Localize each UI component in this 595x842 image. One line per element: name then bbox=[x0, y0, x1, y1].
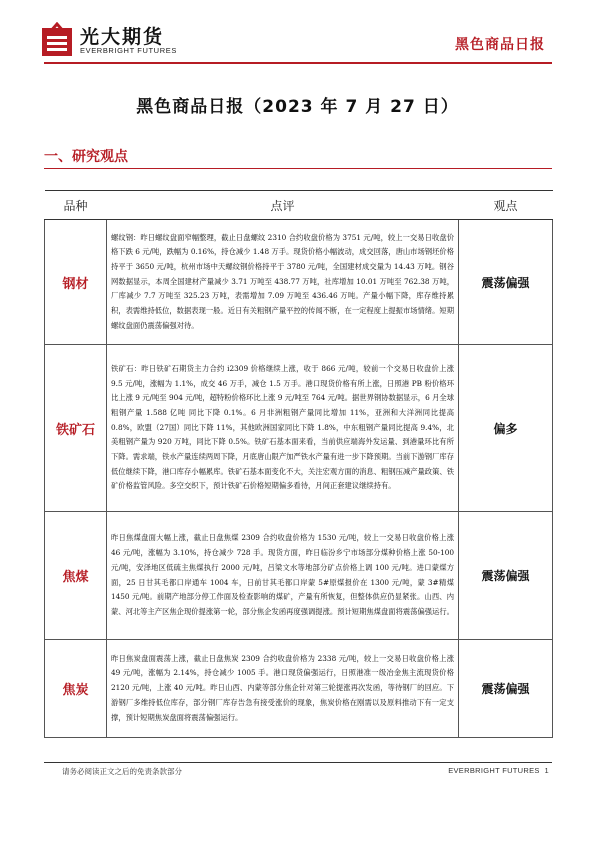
column-header-category: 品种 bbox=[45, 191, 107, 220]
header-divider bbox=[44, 62, 552, 64]
company-name-en: EVERBRIGHT FUTURES bbox=[80, 46, 177, 55]
comment-cell: 铁矿石：昨日铁矿石期货主力合约 i2309 价格继续上涨，收于 866 元/吨，较前一个交易日收盘价上涨 9.5 元/吨，涨幅为 1.1%，成交 46 万手，减仓 1.5 万手。港口现货价格有所上涨，日照港 PB 粉价格环比上涨 9 元/吨至 904 元/吨，超特粉价格环比上涨 9 元/吨至 764 元/吨。据世界钢协数据显示，6 月全球粗钢产量 1.588 亿吨 同比下降 0.1%。6 月非洲粗钢产量同比增加 11%，亚洲和大洋洲同比提高 0.8%，欧盟（27国）同比下降 11%，其他欧洲国家同比下降 1.8%，中东粗钢产量同比提高 9.4%，北美粗钢产量为 920 万吨，同比下降 0.5%。铁矿石基本面来看，当前供应端海外发运量、到港量环比有所下降。需求端，铁水产量连续两周下降，月底唐山限产加严铁水产量有进一步下降预期。当前下游钢厂库存低位继续下降，港口库存小幅累库。铁矿石基本面变化不大，关注宏观方面的消息、粗钢压减产量政策、铁矿价格监管风险。多空交织下，预计铁矿石价格短期偏多看待，月间正套建议继续持有。 bbox=[107, 345, 459, 512]
table-row bbox=[45, 220, 553, 345]
view-cell: 偏多 bbox=[459, 345, 553, 512]
page-title: 黑色商品日报（2023 年 7 月 27 日） bbox=[136, 97, 459, 117]
footer-brand bbox=[448, 766, 549, 775]
footer-brand-name: EVERBRIGHT FUTURES bbox=[448, 766, 540, 775]
category-cell: 焦炭 bbox=[45, 640, 107, 738]
view-cell: 震荡偏强 bbox=[459, 512, 553, 640]
page-number: 1 bbox=[544, 766, 549, 775]
comment-cell: 昨日焦煤盘面大幅上涨，截止日盘焦煤 2309 合约收盘价格为 1530 元/吨，较上一交易日收盘价格上涨 46 元/吨，涨幅为 3.10%，持仓减少 728 手。现货方面，昨日临汾乡宁市场部分煤种价格上涨 50-100 元/吨，安泽地区低硫主焦煤执行 2000 元/吨，吕梁文水等地部分矿点价格上调 100 元/吨。进口蒙煤方面，25 日甘其毛都口岸通车 1004 车，日前甘其毛都口岸蒙 5#原煤报价在 1300 元/吨，蒙 3#精煤 1450 元/吨。前期产地部分停工作面及检查影响的煤矿，产量有所恢复，但整体供应仍显紧张。山西、内蒙、河北等主产区焦企现价提涨第一轮，部分焦企发函再度强调提涨。预计短期焦煤盘面将震荡偏强运行。 bbox=[107, 512, 459, 640]
report-type: 黑色商品日报 bbox=[455, 37, 545, 53]
column-header-view: 观点 bbox=[459, 191, 553, 220]
section-divider bbox=[44, 168, 552, 169]
company-name-cn: 光大期货 bbox=[80, 26, 165, 48]
footer-divider bbox=[44, 762, 552, 763]
table-row bbox=[45, 512, 553, 640]
table-row bbox=[45, 640, 553, 738]
research-table bbox=[44, 190, 553, 738]
comment-cell: 螺纹钢：昨日螺纹盘面窄幅整理，截止日盘螺纹 2310 合约收盘价格为 3751 元/吨，较上一交易日收盘价格下跌 6 元/吨，跌幅为 0.16%，持仓减少 1.48 万手。现货价格小幅波动，成交回落，唐山市场钢坯价格持平于 3650 元/吨，杭州市场中天螺纹钢价格持平于 3780 元/吨，全国建材成交量为 14.43 万吨。钢谷网数据显示，本周全国建材产量减少 3.71 万吨至 438.77 万吨，社库增加 10.01 万吨至 762.38 万吨，厂库减少 7.7 万吨至 325.23 万吨，表需增加 7.09 万吨至 436.46 万吨。产量小幅下降，库存维持累积，表需维持低位，数据表现一般。近日有关粗钢产量平控的传闻不断，在一定程度上提振市场情绪。短期螺纹盘面仍震荡偏强对待。 bbox=[107, 220, 459, 345]
category-cell: 焦煤 bbox=[45, 512, 107, 640]
everbright-logo-icon bbox=[42, 22, 72, 56]
table-header-row bbox=[45, 191, 553, 220]
category-cell: 钢材 bbox=[45, 220, 107, 345]
page-header bbox=[0, 0, 595, 80]
section-heading: 一、研究观点 bbox=[44, 149, 128, 165]
column-header-comment: 点评 bbox=[107, 191, 459, 220]
category-cell: 铁矿石 bbox=[45, 345, 107, 512]
view-cell: 震荡偏强 bbox=[459, 640, 553, 738]
comment-cell: 昨日焦炭盘面震荡上涨，截止日盘焦炭 2309 合约收盘价格为 2338 元/吨，较上一交易日收盘价格上涨 49 元/吨，涨幅为 2.14%，持仓减少 1005 手。港口现货偏强运行，日照港准一级冶金焦主流现货价格 2120 元/吨，上涨 40 元/吨。昨日山西、内蒙等部分焦企针对第三轮提涨再次发函，等待钢厂的回应。下游钢厂多维持低位库存，部分钢厂库存告急有接受涨价的现象，焦炭价格在刚需以及原料推动下有一定支撑，预计短期焦炭盘面将震荡偏强运行。 bbox=[107, 640, 459, 738]
view-cell: 震荡偏强 bbox=[459, 220, 553, 345]
footer-disclaimer: 请务必阅读正文之后的免责条款部分 bbox=[62, 767, 182, 776]
table-row bbox=[45, 345, 553, 512]
